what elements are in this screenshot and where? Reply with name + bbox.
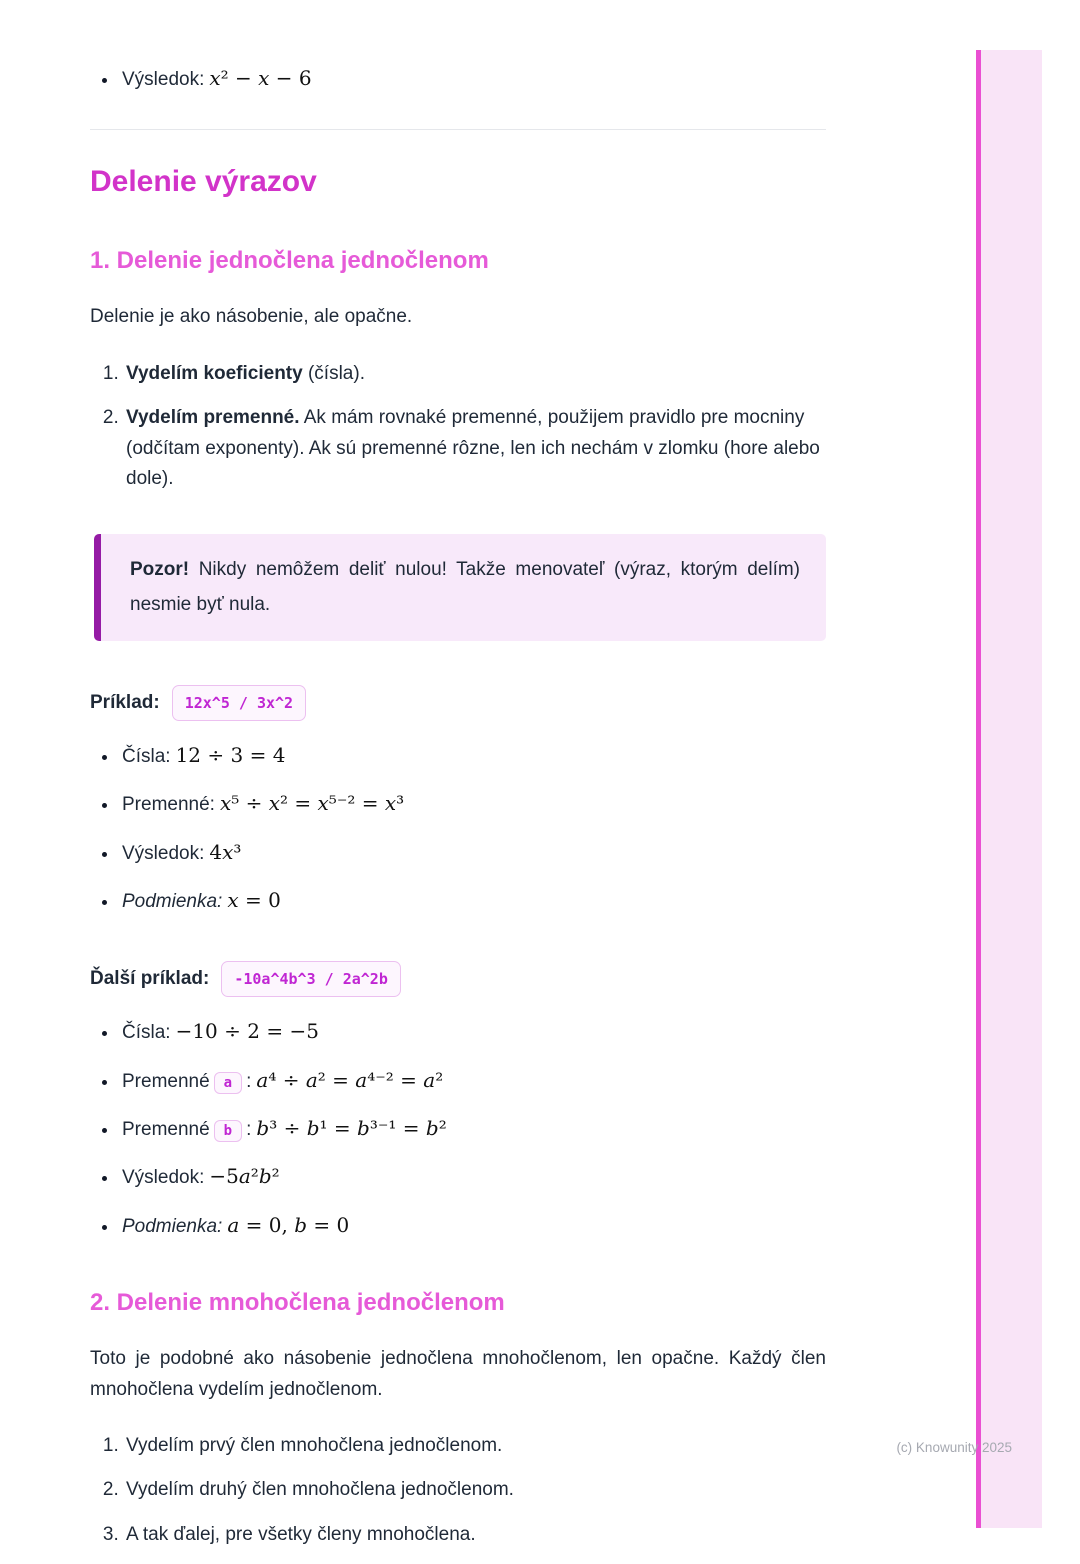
code-chip: 12x^5 / 3x^2: [172, 685, 306, 721]
math-expression: a⁴ ÷ a² = a⁴⁻² = a²: [256, 1067, 444, 1092]
math-expression: a = 0, b = 0: [227, 1212, 350, 1237]
bullet-label: Premenné: [122, 1070, 210, 1092]
bullet-label: Podmienka:: [122, 890, 223, 912]
list-item: [118, 1160, 826, 1193]
list-item: [118, 787, 826, 820]
variable-chip: a: [214, 1072, 242, 1094]
bullet-label: Premenné: [122, 1119, 210, 1141]
heading-delenie-mnohoclena: 2. Delenie mnohočlena jednočlenom: [90, 1289, 505, 1317]
separator: :: [246, 1070, 252, 1092]
math-expression: −10 ÷ 2 = −5: [175, 1019, 319, 1044]
callout-text: Nikdy nemôžem deliť nulou! Takže menovateľ (výraz, ktorým delím) nesmie byť nula.: [130, 559, 800, 615]
math-expression: x⁵ ÷ x² = x⁵⁻² = x³: [219, 791, 405, 816]
bullet-label: Čísla:: [122, 1022, 171, 1044]
example-label: Príklad:: [90, 691, 160, 713]
step-bold: Vydelím koeficienty: [126, 362, 303, 384]
math-expression: −5a²b²: [209, 1164, 280, 1189]
heading-delenie-jednoclena: 1. Delenie jednočlena jednočlenom: [90, 247, 489, 275]
warning-callout: [94, 534, 826, 640]
list-item: [124, 403, 826, 494]
example-2-bullets: [90, 1015, 826, 1242]
example-label: Ďalší príklad:: [90, 968, 210, 990]
document-content: [90, 0, 826, 1564]
step-text: (čísla).: [302, 362, 365, 384]
separator: :: [246, 1119, 252, 1141]
section-2-paragraph: Toto je podobné ako násobenie jednočlena mnohočlenom, len opačne. Každý člen mnohočlena vydelím jednočlenom.: [90, 1348, 826, 1400]
code-chip: -10a^4b^3 / 2a^2b: [221, 961, 401, 997]
right-accent-band: [981, 50, 1042, 1528]
list-item: [118, 1064, 826, 1097]
bullet-label: Výsledok:: [122, 69, 205, 90]
list-item: [118, 1209, 826, 1242]
list-item: [124, 359, 826, 389]
list-item: [118, 836, 826, 869]
example-2-label-row: [90, 961, 826, 997]
variable-chip: b: [214, 1120, 242, 1142]
list-item: 1. Vydelím prvý člen mnohočlena jednočlenom.: [124, 1431, 826, 1461]
list-item: [118, 1015, 826, 1048]
list-item: 2. Vydelím druhý člen mnohočlena jednočlenom.: [124, 1475, 826, 1505]
intro-paragraph: Delenie je ako násobenie, ale opačne.: [90, 306, 413, 328]
list-item: [118, 1112, 826, 1145]
math-expression: b³ ÷ b¹ = b³⁻¹ = b²: [256, 1116, 447, 1141]
result-bullet-list: [90, 62, 826, 95]
knowunity-watermark: (c) Knowunity 2025: [896, 1440, 1012, 1455]
step-text: Ak mám rovnaké premenné, použijem pravidlo pre mocniny (odčítam exponenty). Ak sú premenné rôzne, len ich nechám v zlomku (hore alebo dole).: [126, 407, 820, 489]
math-expression: 4x³: [209, 839, 242, 864]
section-divider: [90, 129, 826, 130]
math-expression: x² − x − 6: [209, 66, 312, 90]
steps-list-2: [90, 1431, 826, 1550]
bullet-label: Výsledok:: [122, 842, 205, 864]
example-1-label-row: [90, 685, 826, 721]
list-item: 3. A tak ďalej, pre všetky členy mnohočlena.: [124, 1520, 826, 1550]
list-item: [118, 884, 826, 917]
bullet-label: Čísla:: [122, 745, 171, 767]
bullet-label: Výsledok:: [122, 1167, 205, 1189]
right-accent-line: [976, 50, 981, 1528]
step-bold: Vydelím premenné.: [126, 407, 300, 429]
list-item: [118, 62, 826, 95]
bullet-label: Premenné:: [122, 794, 215, 816]
page-title: Delenie výrazov: [90, 165, 317, 199]
list-item: [118, 739, 826, 772]
math-expression: 12 ÷ 3 = 4: [175, 742, 286, 767]
example-1-bullets: [90, 739, 826, 918]
steps-list-1: [90, 359, 826, 495]
bullet-label: Podmienka:: [122, 1215, 223, 1237]
callout-bold: Pozor!: [130, 559, 190, 581]
math-expression: x = 0: [227, 887, 281, 912]
